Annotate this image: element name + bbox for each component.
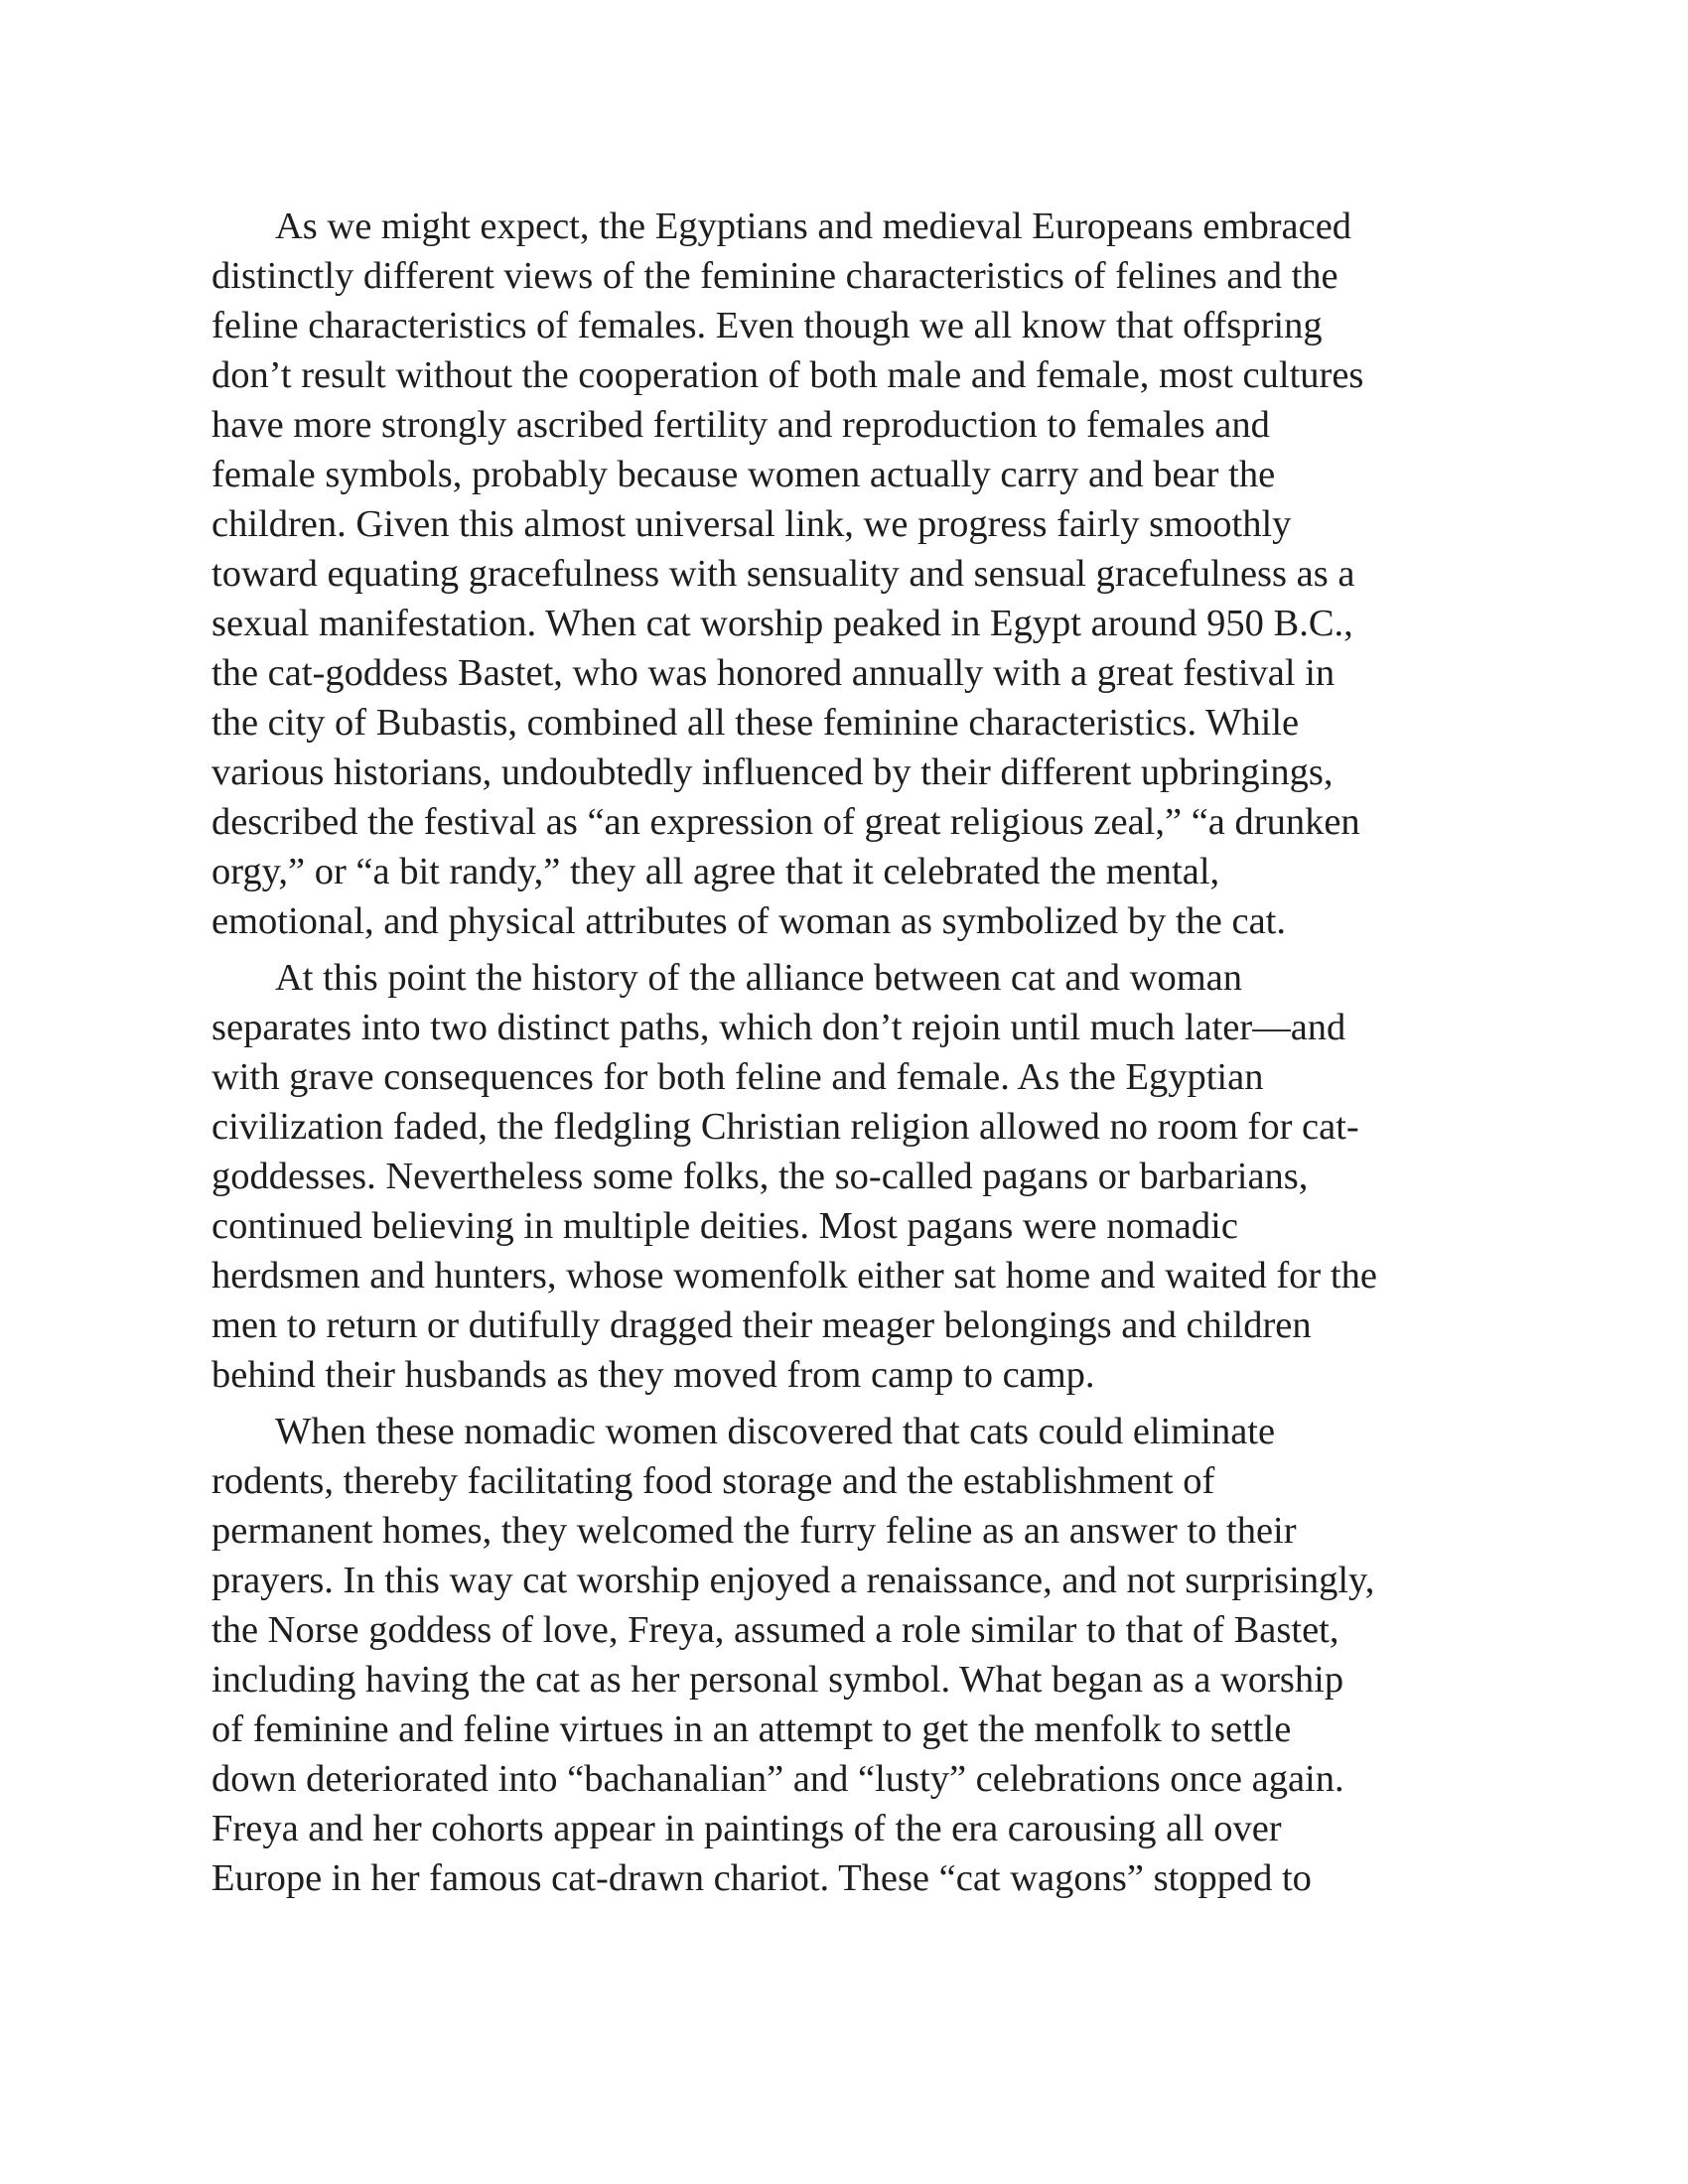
paragraph-3 [211,1407,1492,1903]
paragraph-2 [211,953,1492,1400]
text-line: Freya and her cohorts appear in paintings of the era carousing all over [211,1808,1282,1849]
text-line: goddesses. Nevertheless some folks, the so-called pagans or barbarians, [211,1156,1309,1197]
text-line: of feminine and feline virtues in an attempt to get the menfolk to settle [211,1708,1292,1750]
text-line: When these nomadic women discovered that cats could eliminate [275,1411,1276,1452]
text-line: prayers. In this way cat worship enjoyed a renaissance, and not surprisingly, [211,1560,1375,1601]
text-line: emotional, and physical attributes of woman as symbolized by the cat. [211,900,1287,942]
body-text [211,202,1492,1903]
text-line: children. Given this almost universal link, we progress fairly smoothly [211,503,1292,545]
text-line: the city of Bubastis, combined all these feminine characteristics. While [211,702,1300,744]
text-line: orgy,” or “a bit randy,” they all agree that it celebrated the mental, [211,851,1220,892]
text-line: At this point the history of the alliance between cat and woman [275,957,1242,999]
text-line: herdsmen and hunters, whose womenfolk either sat home and waited for the [211,1255,1377,1297]
text-line: female symbols, probably because women actually carry and bear the [211,454,1276,495]
text-line: various historians, undoubtedly influenced by their different upbringings, [211,751,1334,793]
text-line: separates into two distinct paths, which don’t rejoin until much later—and [211,1007,1346,1048]
text-line: Europe in her famous cat-drawn chariot. These “cat wagons” stopped to [211,1857,1312,1899]
text-line: described the festival as “an expression of great religious zeal,” “a drunken [211,801,1360,843]
text-line: distinctly different views of the feminine characteristics of felines and the [211,255,1338,297]
text-line: the cat-goddess Bastet, who was honored annually with a great festival in [211,652,1336,694]
text-line: the Norse goddess of love, Freya, assumed a role similar to that of Bastet, [211,1609,1339,1651]
paragraph-1 [211,202,1492,946]
text-line: have more strongly ascribed fertility and reproduction to females and [211,404,1270,446]
text-line: civilization faded, the fledgling Christian religion allowed no room for cat- [211,1106,1359,1148]
text-line: including having the cat as her personal symbol. What began as a worship [211,1659,1344,1701]
text-line: down deteriorated into “bachanalian” and “lusty” celebrations once again. [211,1758,1344,1800]
text-line: sexual manifestation. When cat worship peaked in Egypt around 950 B.C., [211,603,1353,644]
text-line: As we might expect, the Egyptians and medieval Europeans embraced [275,205,1352,247]
text-line: continued believing in multiple deities. Most pagans were nomadic [211,1205,1238,1247]
text-line: toward equating gracefulness with sensuality and sensual gracefulness as a [211,553,1355,595]
text-line: with grave consequences for both feline and female. As the Egyptian [211,1056,1264,1098]
text-line: permanent homes, they welcomed the furry feline as an answer to their [211,1510,1297,1552]
text-line: men to return or dutifully dragged their meager belongings and children [211,1304,1312,1346]
text-line: don’t result without the cooperation of both male and female, most cultures [211,354,1364,396]
text-line: rodents, thereby facilitating food storage and the establishment of [211,1460,1215,1502]
text-line: feline characteristics of females. Even though we all know that offspring [211,305,1323,346]
text-line: behind their husbands as they moved from camp to camp. [211,1354,1095,1396]
